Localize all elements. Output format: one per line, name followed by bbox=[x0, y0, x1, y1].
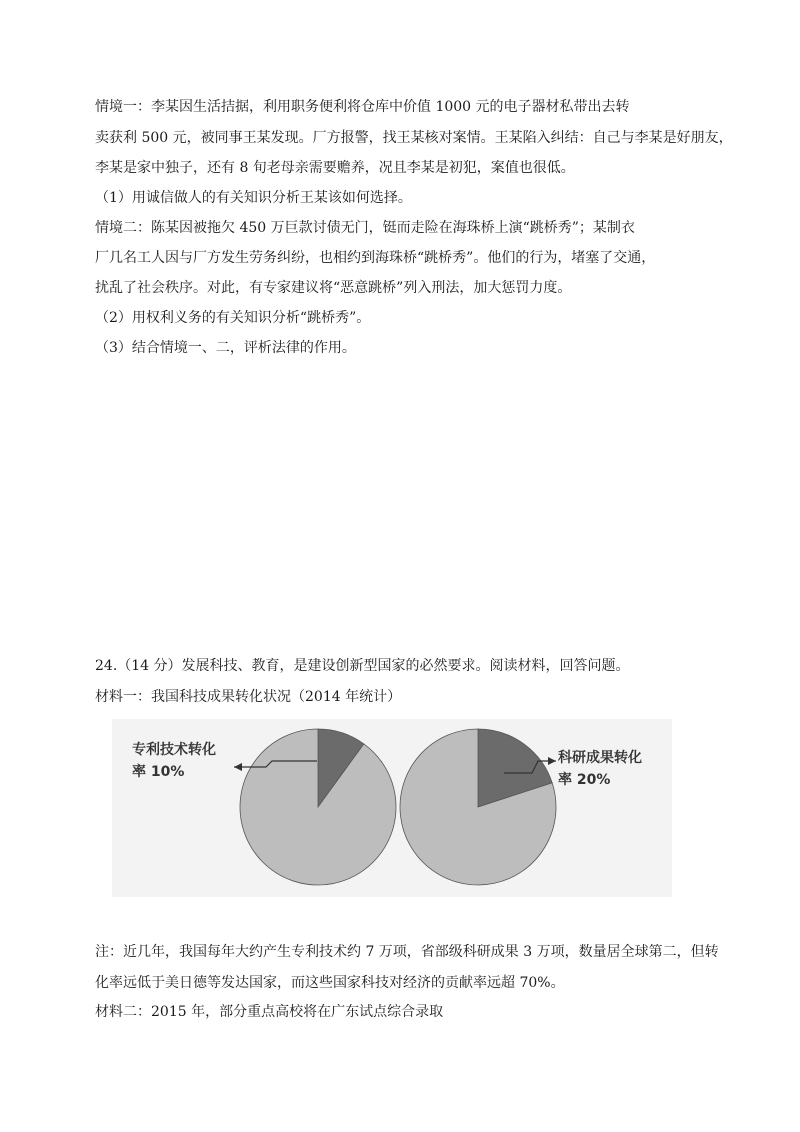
pie2-label-line1: 科研成果转化 bbox=[558, 750, 642, 766]
scenario1-line2: 卖获利 500 元，被同事王某发现。厂方报警，找王某核对案情。王某陷入纠结：自己与李某是好朋友， bbox=[95, 130, 733, 146]
question-3: （3）结合情境一、二，评析法律的作用。 bbox=[95, 340, 356, 356]
pie2-label-line2: 率 20% bbox=[558, 772, 611, 788]
scenario1-line3: 李某是家中独子，还有 8 旬老母亲需要赡养，况且李某是初犯，案值也很低。 bbox=[95, 160, 575, 176]
note-line2: 化率远低于美日德等发达国家，而这些国家科技对经济的贡献率远超 70%。 bbox=[95, 975, 565, 991]
pie1-slice-2 bbox=[240, 729, 396, 885]
pie1-label-line2: 率 10% bbox=[132, 764, 185, 780]
pie1-arrowhead-icon bbox=[234, 763, 242, 771]
pie-charts-figure bbox=[112, 719, 672, 897]
scenario2-line1: 情境二：陈某因被拖欠 450 万巨款讨债无门，铤而走险在海珠桥上演“跳桥秀”；某制衣 bbox=[95, 220, 635, 236]
pie1-label-line1: 专利技术转化 bbox=[132, 742, 216, 758]
pie2-arrowhead-icon bbox=[548, 757, 556, 765]
note-line1: 注：近几年，我国每年大约产生专利技术约 7 万项，省部级科研成果 3 万项，数量居全球第二，但转 bbox=[95, 944, 719, 960]
question-1: （1）用诚信做人的有关知识分析王某该如何选择。 bbox=[95, 190, 412, 206]
scenario2-line3: 扰乱了社会秩序。对此，有专家建议将“恶意跳桥”列入刑法，加大惩罚力度。 bbox=[95, 280, 572, 296]
scenario2-line2: 厂几名工人因与厂方发生劳务纠纷，也相约到海珠桥“跳桥秀”。他们的行为，堵塞了交通， bbox=[95, 250, 656, 266]
material-2-caption: 材料二：2015 年，部分重点高校将在广东试点综合录取 bbox=[95, 1004, 444, 1020]
material-1-caption: 材料一：我国科技成果转化状况（2014 年统计） bbox=[95, 689, 402, 705]
question-24-title: 24.（14 分）发展科技、教育，是建设创新型国家的必然要求。阅读材料，回答问题。 bbox=[95, 658, 630, 674]
pie2-label bbox=[558, 747, 642, 791]
pie1-label bbox=[132, 739, 216, 783]
scenario1-line1: 情境一：李某因生活拮据，利用职务便利将仓库中价值 1000 元的电子器材私带出去转 bbox=[95, 99, 630, 115]
question-2: （2）用权利义务的有关知识分析“跳桥秀”。 bbox=[95, 310, 371, 326]
